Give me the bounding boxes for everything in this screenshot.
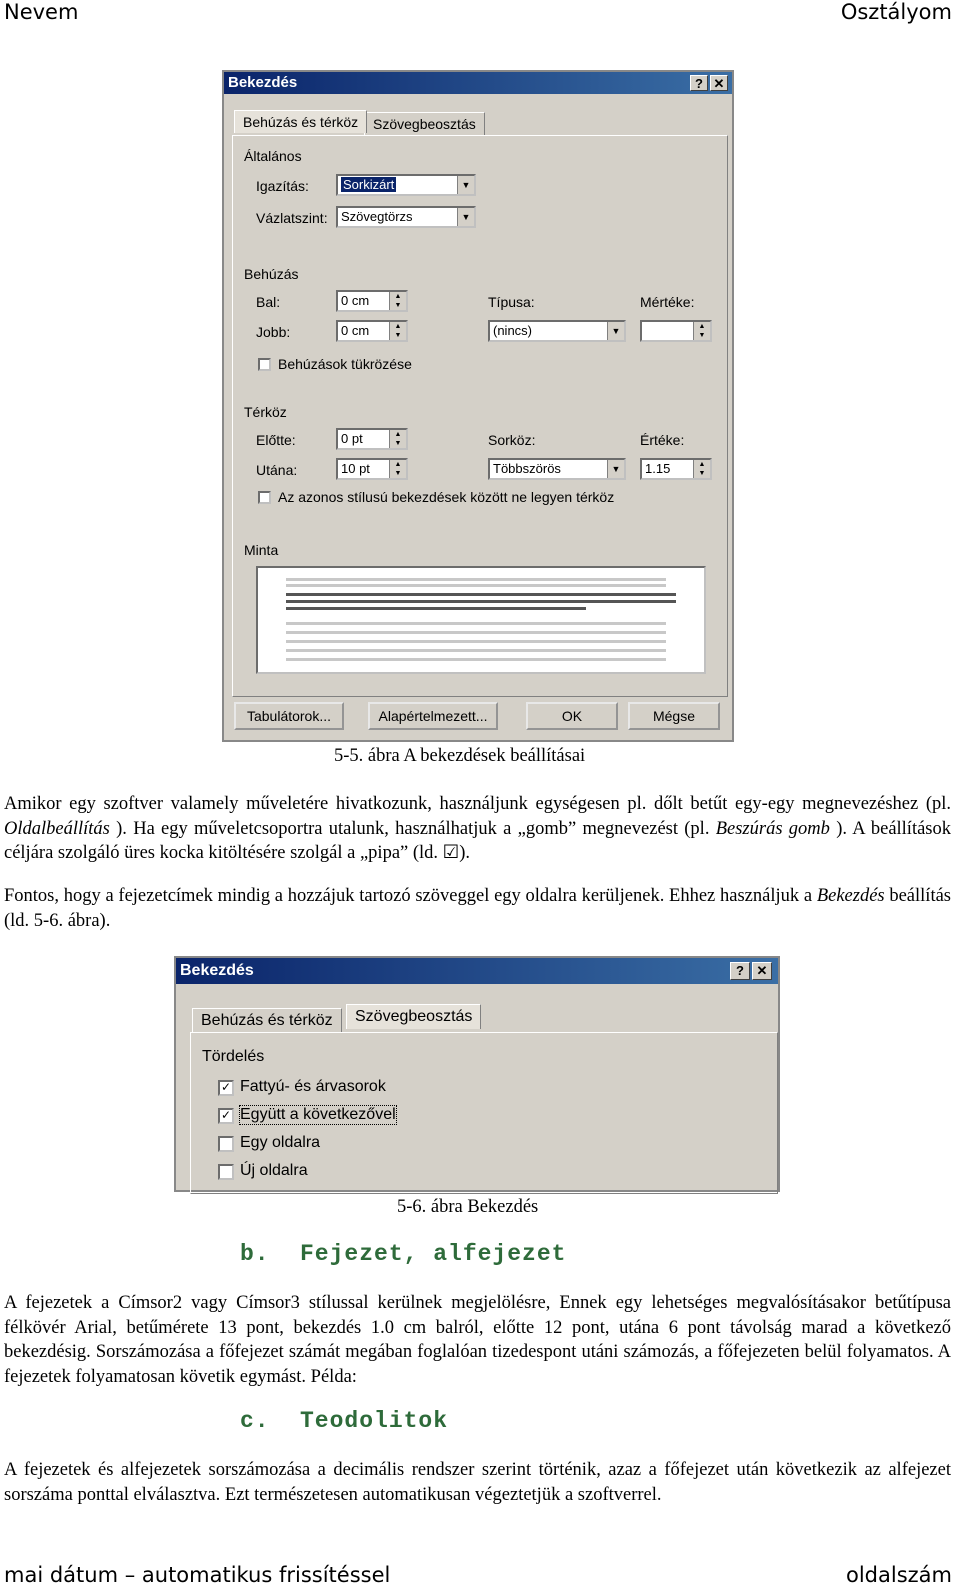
italic-term: Bekezdés [816,886,885,906]
indent-type-label: Típusa: [488,294,535,310]
heading-c [240,1408,448,1434]
preview-line [286,631,666,634]
paragraph-1: Amikor egy szoftver valamely műveletére hivatkozunk, használjunk egységesen pl. dőlt betűt egy-egy megnevezéshez (pl. Oldalbeállítás ). Ha egy műveletcsoportra utalunk, használhatjuk a „gomb” megnevezést (pl. Beszúrás gomb ). A beállítások céljára szolgáló üres kocka kitöltésére szolgál a „pipa” (ld. ☑). [4,794,951,863]
right-indent-label: Jobb: [256,324,291,340]
heading-b [240,1241,566,1267]
spinner-arrows-icon[interactable]: ▲ ▼ [389,430,406,448]
line-spacing-value-spinner[interactable]: 1.15 ▲ ▼ [640,458,712,480]
help-button[interactable]: ? [730,962,750,980]
figure-caption-2: 5-6. ábra Bekezdés [397,1197,539,1217]
footer-left: mai dátum – automatikus frissítéssel [4,1563,391,1587]
keep-lines-together-checkbox[interactable] [218,1136,234,1152]
help-button[interactable]: ? [690,75,708,91]
dialog-title: Bekezdés [228,74,298,91]
keep-with-next-label: Együtt a következővel [240,1106,396,1123]
preview-line [286,640,666,643]
no-space-label: Az azonos stílusú bekezdések között ne legyen térköz [278,489,615,505]
page-break-before-checkbox[interactable] [218,1164,234,1180]
spacing-before-spinner[interactable]: 0 pt ▲ ▼ [336,428,408,450]
page-break-before-label: Új oldalra [240,1162,308,1179]
chevron-down-icon: ▼ [457,176,474,194]
chevron-down-icon: ▼ [607,322,624,340]
spacing-after-label: Utána: [256,462,298,478]
heading-number: b. [240,1241,270,1267]
mirror-indents-label: Behúzások tükrözése [278,356,412,372]
tab-indent-spacing[interactable]: Behúzás és térköz [234,110,367,133]
paragraph-dialog-figure-2 [174,956,780,1192]
close-icon[interactable]: ✕ [710,75,728,91]
preview-section-label: Minta [244,542,279,558]
paragraph-preview [256,566,706,674]
dialog-title: Bekezdés [180,962,254,979]
preview-line [286,658,666,661]
heading-text: Fejezet, alfejezet [300,1241,567,1267]
dialog-titlebar [224,72,732,94]
dialog-titlebar [176,958,778,984]
spinner-arrows-icon[interactable]: ▲ ▼ [389,322,406,340]
cancel-button[interactable]: Mégse [628,702,720,730]
line-spacing-value-label: Értéke: [640,432,685,448]
tabs-button[interactable]: Tabulátorok... [234,702,344,730]
close-icon[interactable]: ✕ [752,962,772,980]
outline-label: Vázlatszint: [256,210,328,226]
preview-line [286,600,676,603]
tab-line-page-breaks[interactable]: Szövegbeosztás [364,112,485,135]
paragraph-2: Fontos, hogy a fejezetcímek mindig a hozzájuk tartozó szöveggel egy oldalra kerüljenek. Ehhez használjuk a Bekezdés beállítás (ld. 5-6. ábra). [4,886,951,931]
widow-control-label: Fattyú- és árvasorok [240,1078,386,1095]
pagination-section-label: Tördelés [202,1048,265,1065]
preview-line [286,649,666,652]
general-section-label: Általános [244,148,302,164]
line-spacing-label: Sorköz: [488,432,536,448]
indent-type-select[interactable]: (nincs) ▼ [488,320,626,342]
chevron-down-icon: ▼ [607,460,624,478]
preview-line [286,607,586,610]
indent-amount-spinner[interactable] [640,320,712,342]
spinner-arrows-icon[interactable]: ▲ ▼ [693,322,710,340]
heading-number: c. [240,1408,270,1434]
spacing-after-spinner[interactable]: 10 pt ▲ ▼ [336,458,408,480]
spinner-arrows-icon[interactable]: ▲ ▼ [389,460,406,478]
outline-select[interactable]: Szövegtörzs ▼ [336,206,476,228]
spacing-section-label: Térköz [244,404,287,420]
right-indent-spinner[interactable]: 0 cm ▲ ▼ [336,320,408,342]
left-indent-label: Bal: [256,294,281,310]
mirror-indents-checkbox[interactable] [258,358,271,371]
alignment-label: Igazítás: [256,178,309,194]
line-spacing-select[interactable]: Többszörös ▼ [488,458,626,480]
tab-line-page-breaks[interactable]: Szövegbeosztás [346,1004,481,1029]
preview-line [286,584,666,587]
italic-term: Oldalbeállítás [4,818,110,839]
default-button[interactable]: Alapértelmezett... [368,702,498,730]
italic-term: Beszúrás gomb [715,818,830,839]
preview-line [286,578,666,581]
indent-amount-label: Mértéke: [640,294,695,310]
paragraph-3: A fejezetek a Címsor2 vagy Címsor3 stílussal kerülnek megjelölésre, Ennek egy lehetséges megvalósításakor betűtípusa félkövér Arial, betűmérete 13 pont, bekezdés 1.0 cm balról, előtte 12 pont, utána 6 pont távolság marad a következő bekezdésig. Sorszámozása a főfejezet számát megában foglalóan tizedespont utáni számozás, a főfejezeten belül folyamatos. A fejezetek folyamatosan követik egymást. Példa: [4,1293,951,1387]
preview-line [286,622,666,625]
indent-section-label: Behúzás [244,266,299,282]
preview-line [286,593,676,596]
footer-right: oldalszám [845,1563,952,1587]
spinner-arrows-icon[interactable]: ▲ ▼ [389,292,406,310]
paragraph-4: A fejezetek és alfejezetek sorszámozása a decimális rendszer szerint történik, azaz a főfejezet után következik az alfejezet sorszáma ponttal elválasztva. Ezt természetesen automatikusan végeztetjük a szoftverrel. [4,1460,951,1505]
alignment-select[interactable]: Sorkizárt ▼ [336,174,476,196]
keep-lines-together-label: Egy oldalra [240,1134,321,1151]
paragraph-dialog-figure [222,70,734,742]
left-indent-spinner[interactable]: 0 cm ▲ ▼ [336,290,408,312]
spacing-before-label: Előtte: [256,432,296,448]
no-space-checkbox[interactable] [258,491,271,504]
chevron-down-icon: ▼ [457,208,474,226]
header-left: Nevem [4,0,79,24]
widow-control-checkbox[interactable]: ✓ [218,1080,234,1096]
figure-caption-1: 5-5. ábra A bekezdések beállításai [334,746,586,766]
heading-text: Teodolitok [300,1408,449,1434]
ok-button[interactable]: OK [526,702,618,730]
spinner-arrows-icon[interactable]: ▲ ▼ [693,460,710,478]
keep-with-next-checkbox[interactable]: ✓ [218,1108,234,1124]
header-right: Osztályom [840,0,952,24]
tab-indent-spacing[interactable]: Behúzás és térköz [192,1008,342,1033]
